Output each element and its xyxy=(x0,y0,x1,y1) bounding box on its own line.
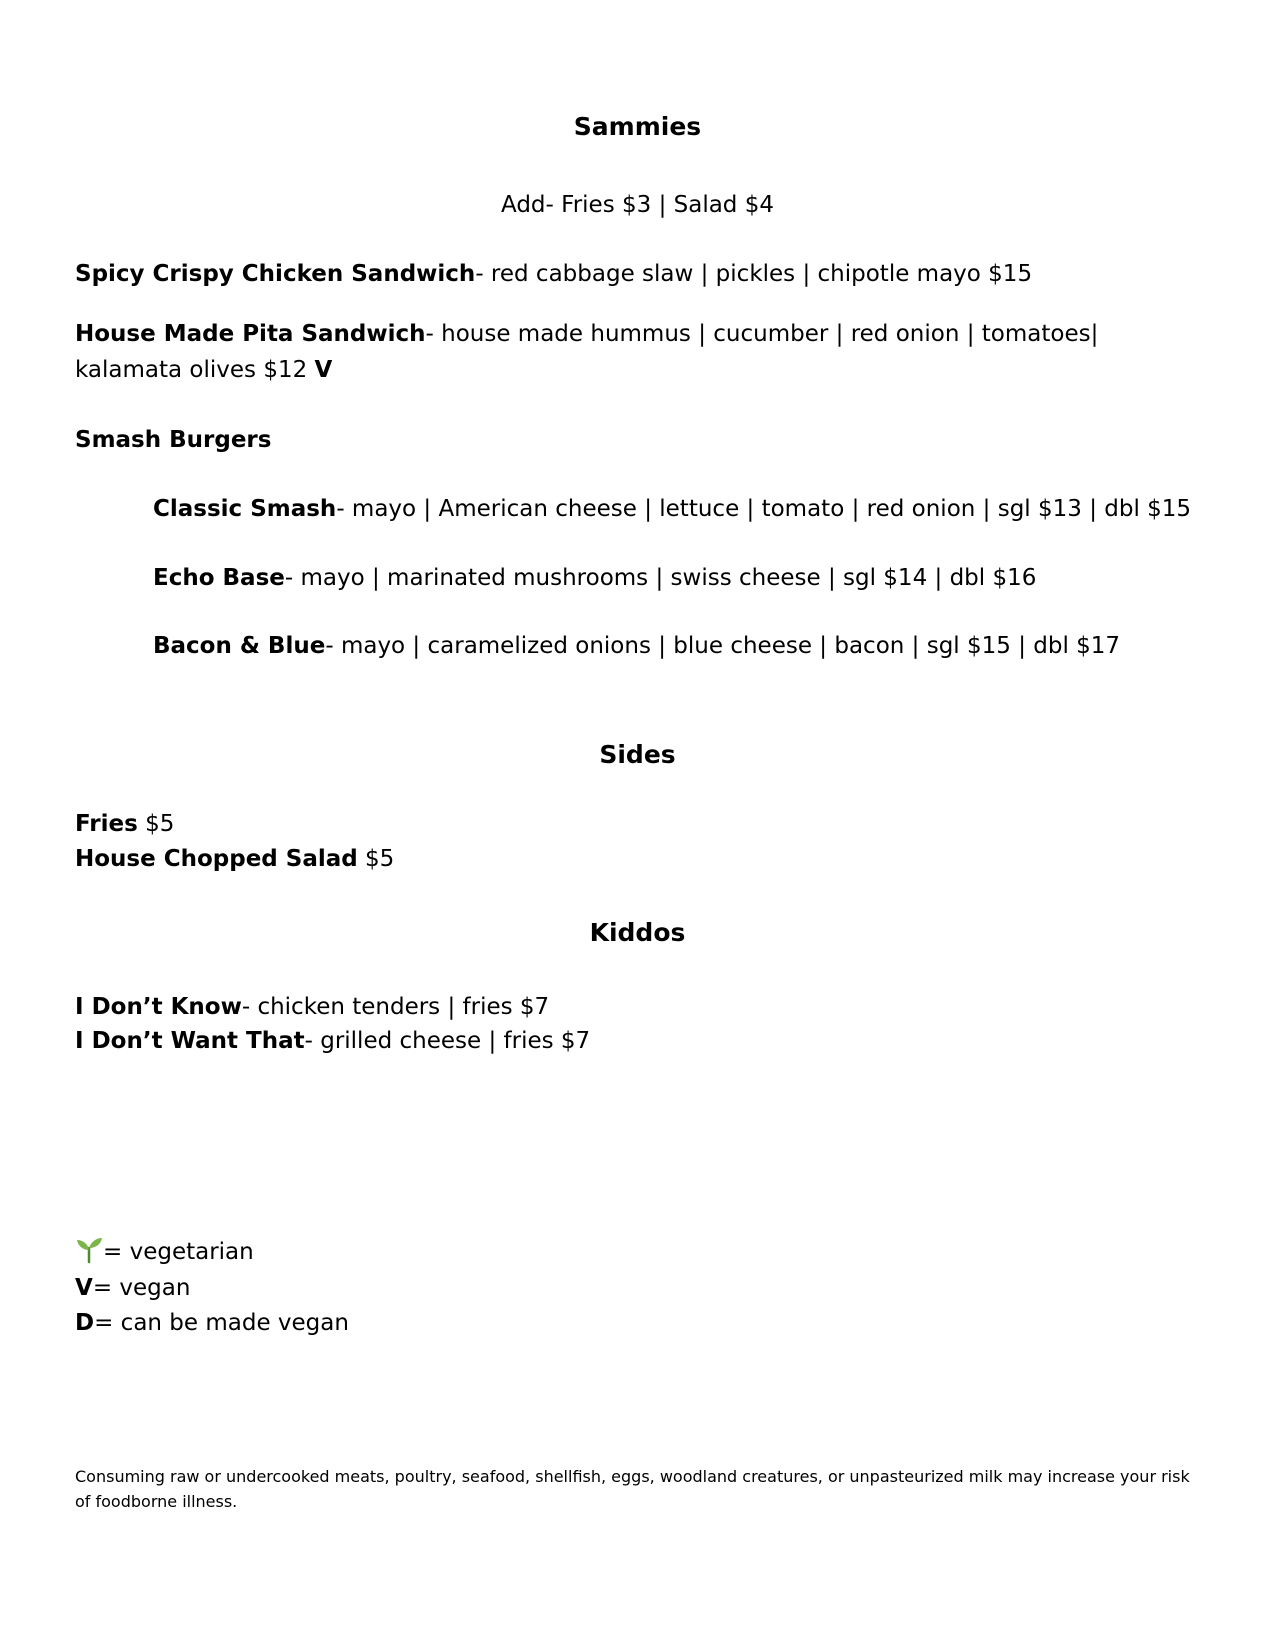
item-description: - mayo | caramelized onions | blue cheese | bacon | sgl $15 | dbl $17 xyxy=(325,633,1121,659)
item-name: House Chopped Salad xyxy=(75,846,358,872)
kiddos-heading: Kiddos xyxy=(589,918,686,947)
legend-vegan xyxy=(75,1270,1205,1306)
side-item xyxy=(75,841,1205,877)
vegan-tag: V xyxy=(314,357,333,383)
kids-item xyxy=(75,989,1205,1025)
item-name: House Made Pita Sandwich xyxy=(75,321,426,347)
menu-item xyxy=(153,628,1213,664)
food-safety-disclaimer: Consuming raw or undercooked meats, poultry, seafood, shellfish, eggs, woodland creatures, or unpasteurized milk may increase your risk of foodborne illness. xyxy=(75,1467,1190,1511)
item-name: Echo Base xyxy=(153,565,285,591)
item-name: Spicy Crispy Chicken Sandwich xyxy=(75,261,476,287)
can-vegan-symbol: D xyxy=(75,1310,95,1336)
item-description: - red cabbage slaw | pickles | chipotle mayo $15 xyxy=(475,261,1033,287)
menu-item xyxy=(153,560,1213,596)
sides-heading: Sides xyxy=(599,740,676,769)
menu-item xyxy=(75,316,1205,388)
legend-can-be-vegan xyxy=(75,1305,1205,1341)
item-name: I Don’t Want That xyxy=(75,1028,305,1054)
item-price: $5 xyxy=(357,846,395,872)
legend-vegan-text: = vegan xyxy=(92,1275,191,1301)
legend-vegetarian-text: = vegetarian xyxy=(103,1239,254,1265)
menu-item xyxy=(75,256,1205,292)
item-name: I Don’t Know xyxy=(75,994,242,1020)
menu-item xyxy=(153,491,1213,527)
item-price: $5 xyxy=(137,811,175,837)
smash-burgers-subheading: Smash Burgers xyxy=(75,427,272,453)
sammies-heading: Sammies xyxy=(573,112,702,141)
kids-item xyxy=(75,1023,1205,1059)
vegan-symbol: V xyxy=(75,1275,93,1301)
sprout-icon xyxy=(75,1236,103,1264)
item-description: - mayo | marinated mushrooms | swiss cheese | sgl $14 | dbl $16 xyxy=(284,565,1037,591)
legend-vegetarian xyxy=(75,1234,1205,1270)
side-item xyxy=(75,806,1205,842)
item-name: Bacon & Blue xyxy=(153,633,326,659)
item-name: Fries xyxy=(75,811,138,837)
item-description: - house made hummus | cucumber | red onion | tomatoes| kalamata olives $12 xyxy=(75,321,1099,383)
item-name: Classic Smash xyxy=(153,496,337,522)
item-description: - mayo | American cheese | lettuce | tomato | red onion | sgl $13 | dbl $15 xyxy=(336,496,1192,522)
add-ons-line: Add- Fries $3 | Salad $4 xyxy=(501,192,774,218)
legend-can-vegan-text: = can be made vegan xyxy=(94,1310,349,1336)
item-description: - grilled cheese | fries $7 xyxy=(304,1028,591,1054)
item-description: - chicken tenders | fries $7 xyxy=(241,994,550,1020)
